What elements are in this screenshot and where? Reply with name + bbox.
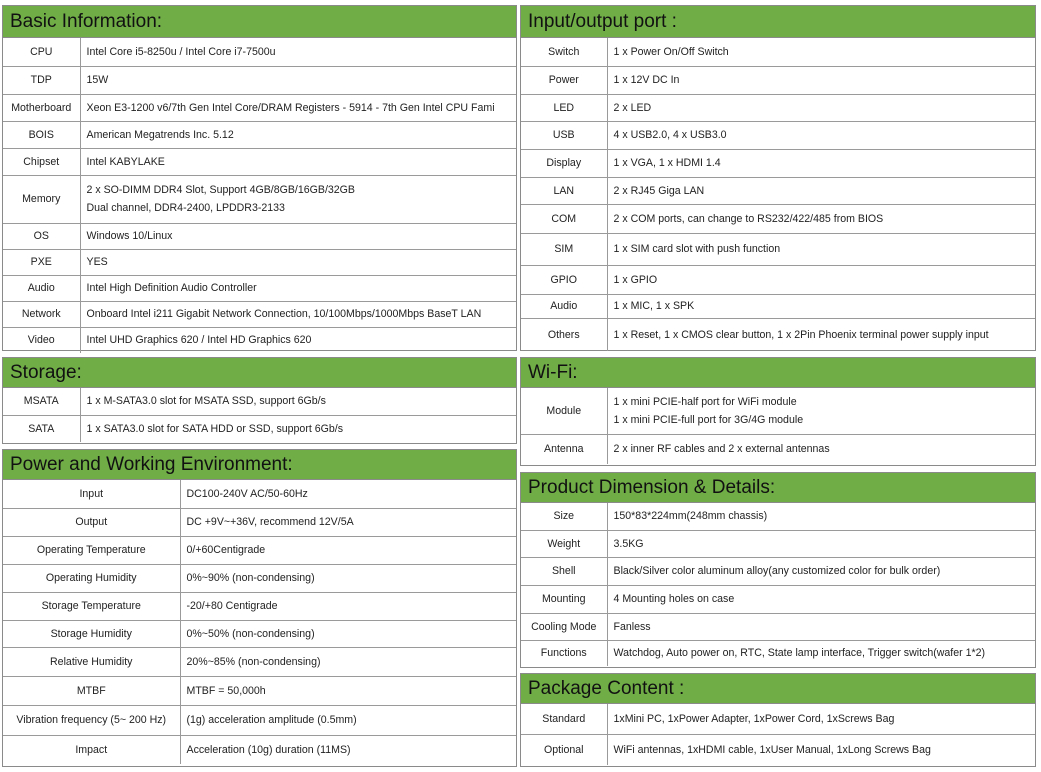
product-dimension-header	[521, 473, 1035, 503]
spec-label: Input	[3, 480, 180, 508]
spec-label: Relative Humidity	[3, 647, 180, 676]
table-row	[3, 676, 516, 705]
spec-value: American Megatrends Inc. 5.12	[80, 121, 516, 148]
io-port-section	[520, 5, 1036, 351]
spec-value: 20%~85% (non-condensing)	[180, 647, 516, 676]
spec-label: Storage Temperature	[3, 592, 180, 620]
table-row	[3, 735, 516, 764]
spec-value: Intel Core i5-8250u / Intel Core i7-7500u	[86, 45, 276, 58]
table-row	[3, 480, 516, 508]
table-row	[521, 233, 1035, 265]
spec-value: 4 Mounting holes on case	[607, 585, 1035, 613]
spec-label: OS	[3, 223, 80, 249]
spec-label: Vibration frequency (5~ 200 Hz)	[3, 705, 180, 735]
spec-label: TDP	[3, 66, 80, 94]
section-title: Input/output port :	[528, 10, 677, 32]
spec-value: 1 x GPIO	[607, 265, 1035, 294]
table-row	[521, 734, 1035, 765]
spec-value: 4 x USB2.0, 4 x USB3.0	[607, 121, 1035, 149]
spec-label: MTBF	[3, 676, 180, 705]
spec-value-line: 2 x SO-DIMM DDR4 Slot, Support 4GB/8GB/16GB/32GB	[86, 184, 355, 196]
table-row	[521, 613, 1035, 640]
spec-label: Chipset	[3, 148, 80, 175]
spec-value: 1 x SATA3.0 slot for SATA HDD or SSD, support 6Gb/s	[80, 415, 516, 442]
io-port-header	[521, 6, 1035, 38]
spec-label: Network	[3, 301, 80, 327]
table-row	[3, 94, 516, 121]
spec-value: Onboard Intel i211 Gigabit Network Connection, 10/100Mbps/1000Mbps BaseT LAN	[80, 301, 516, 327]
spec-label: PXE	[3, 249, 80, 275]
spec-value: YES	[80, 249, 516, 275]
wifi-section	[520, 357, 1036, 466]
table-row	[3, 38, 516, 66]
wifi-table	[521, 388, 1035, 464]
spec-value: Intel High Definition Audio Controller	[80, 275, 516, 301]
storage-section	[2, 357, 517, 444]
spec-label: Cooling Mode	[521, 613, 607, 640]
spec-value: 15W	[80, 66, 516, 94]
table-row	[521, 294, 1035, 318]
spec-value	[80, 175, 516, 223]
table-row	[521, 434, 1035, 464]
table-row	[521, 265, 1035, 294]
table-row	[521, 557, 1035, 585]
spec-value: 2 x LED	[607, 94, 1035, 121]
spec-value: 1 x Power On/Off Switch	[613, 45, 729, 58]
spec-label: USB	[521, 121, 607, 149]
spec-value: 1 x VGA, 1 x HDMI 1.4	[607, 149, 1035, 177]
spec-value: 1 x MIC, 1 x SPK	[607, 294, 1035, 318]
table-row	[521, 530, 1035, 557]
spec-label: Storage Humidity	[3, 620, 180, 647]
power-environment-section	[2, 449, 517, 767]
spec-label: Switch	[521, 38, 607, 66]
spec-value-line: 1 x mini PCIE-half port for WiFi module	[613, 395, 797, 408]
table-row	[521, 38, 1035, 66]
spec-label: LED	[521, 94, 607, 121]
table-row	[3, 620, 516, 647]
spec-value: 1 x Reset, 1 x CMOS clear button, 1 x 2Pin Phoenix terminal power supply input	[607, 318, 1035, 351]
table-row	[521, 66, 1035, 94]
spec-label: Operating Temperature	[3, 536, 180, 564]
spec-label: COM	[521, 204, 607, 233]
table-row	[521, 94, 1035, 121]
storage-header	[3, 358, 516, 388]
section-title: Storage:	[10, 361, 82, 383]
package-content-header	[521, 674, 1035, 704]
spec-value: 0%~90% (non-condensing)	[180, 564, 516, 592]
storage-table	[3, 388, 516, 442]
table-row	[521, 149, 1035, 177]
spec-value: Windows 10/Linux	[80, 223, 516, 249]
table-row	[521, 388, 1035, 434]
spec-label: Module	[521, 388, 607, 434]
basic-information-section	[2, 5, 517, 351]
basic-information-table	[3, 38, 516, 353]
spec-label: GPIO	[521, 265, 607, 294]
spec-value: -20/+80 Centigrade	[180, 592, 516, 620]
product-dimension-section	[520, 472, 1036, 668]
spec-label: BOIS	[3, 121, 80, 148]
spec-label: Standard	[521, 704, 607, 734]
table-row	[3, 66, 516, 94]
table-row	[3, 301, 516, 327]
spec-label: Optional	[521, 734, 607, 765]
spec-value: MTBF = 50,000h	[180, 676, 516, 705]
spec-value: DC100-240V AC/50-60Hz	[186, 487, 308, 500]
section-title: Wi-Fi:	[528, 361, 578, 383]
table-row	[3, 536, 516, 564]
spec-value: Intel KABYLAKE	[80, 148, 516, 175]
spec-value: 150*83*224mm(248mm chassis)	[613, 510, 768, 523]
spec-label: Memory	[3, 175, 80, 223]
spec-value-line: Dual channel, DDR4-2400, LPDDR3-2133	[86, 202, 285, 214]
spec-label: Weight	[521, 530, 607, 557]
spec-value: Intel UHD Graphics 620 / Intel HD Graphics 620	[80, 327, 516, 353]
table-row	[3, 564, 516, 592]
spec-label: MSATA	[3, 388, 80, 415]
table-row	[3, 705, 516, 735]
spec-label: Impact	[3, 735, 180, 764]
spec-label: Motherboard	[3, 94, 80, 121]
product-dimension-table	[521, 503, 1035, 666]
spec-label: Antenna	[521, 434, 607, 464]
spec-value: DC +9V~+36V, recommend 12V/5A	[180, 508, 516, 536]
wifi-header	[521, 358, 1035, 388]
spec-value: 2 x RJ45 Giga LAN	[607, 177, 1035, 204]
spec-label: Video	[3, 327, 80, 353]
spec-label: CPU	[3, 38, 80, 66]
spec-value: 0/+60Centigrade	[180, 536, 516, 564]
table-row	[3, 121, 516, 148]
table-row	[521, 640, 1035, 666]
spec-value: 2 x COM ports, can change to RS232/422/485 from BIOS	[607, 204, 1035, 233]
table-row	[3, 275, 516, 301]
power-environment-header	[3, 450, 516, 480]
table-row	[3, 175, 516, 223]
table-row	[521, 585, 1035, 613]
section-title: Power and Working Environment:	[10, 453, 293, 475]
spec-label: Audio	[3, 275, 80, 301]
table-row	[3, 327, 516, 353]
table-row	[3, 592, 516, 620]
table-row	[521, 704, 1035, 734]
spec-value: 0%~50% (non-condensing)	[180, 620, 516, 647]
spec-value: 1xMini PC, 1xPower Adapter, 1xPower Cord, 1xScrews Bag	[613, 712, 895, 725]
spec-value: 3.5KG	[607, 530, 1035, 557]
spec-value: 2 x inner RF cables and 2 x external antennas	[607, 434, 1035, 464]
spec-value-line: 1 x mini PCIE-full port for 3G/4G module	[613, 413, 804, 426]
spec-label: Display	[521, 149, 607, 177]
package-content-section	[520, 673, 1036, 767]
spec-value: Black/Silver color aluminum alloy(any customized color for bulk order)	[607, 557, 1035, 585]
table-row	[521, 503, 1035, 530]
spec-label: Shell	[521, 557, 607, 585]
table-row	[3, 388, 516, 415]
table-row	[3, 223, 516, 249]
spec-value: WiFi antennas, 1xHDMI cable, 1xUser Manual, 1xLong Screws Bag	[607, 734, 1035, 765]
spec-label: Functions	[521, 640, 607, 666]
spec-value: 1 x SIM card slot with push function	[607, 233, 1035, 265]
table-row	[521, 204, 1035, 233]
spec-value: Fanless	[607, 613, 1035, 640]
spec-label: Size	[521, 503, 607, 530]
basic-information-header	[3, 6, 516, 38]
spec-value: 1 x M-SATA3.0 slot for MSATA SSD, support 6Gb/s	[86, 395, 326, 408]
spec-label: Output	[3, 508, 180, 536]
section-title: Package Content :	[528, 677, 685, 699]
table-row	[521, 318, 1035, 351]
spec-label: Mounting	[521, 585, 607, 613]
spec-value: Watchdog, Auto power on, RTC, State lamp interface, Trigger switch(wafer 1*2)	[607, 640, 1035, 666]
spec-value	[607, 388, 1035, 434]
table-row	[3, 148, 516, 175]
table-row	[521, 121, 1035, 149]
spec-value: (1g) acceleration amplitude (0.5mm)	[180, 705, 516, 735]
spec-label: LAN	[521, 177, 607, 204]
spec-value: 1 x 12V DC In	[607, 66, 1035, 94]
spec-label: Others	[521, 318, 607, 351]
package-content-table	[521, 704, 1035, 765]
table-row	[3, 508, 516, 536]
spec-value: Acceleration (10g) duration (11MS)	[180, 735, 516, 764]
spec-label: Audio	[521, 294, 607, 318]
spec-label: Operating Humidity	[3, 564, 180, 592]
spec-label: Power	[521, 66, 607, 94]
spec-label: SIM	[521, 233, 607, 265]
table-row	[3, 249, 516, 275]
power-environment-table	[3, 480, 516, 764]
section-title: Product Dimension & Details:	[528, 476, 776, 498]
table-row	[3, 415, 516, 442]
io-port-table	[521, 38, 1035, 351]
table-row	[521, 177, 1035, 204]
spec-label: SATA	[3, 415, 80, 442]
section-title: Basic Information:	[10, 10, 163, 32]
table-row	[3, 647, 516, 676]
spec-value: Xeon E3-1200 v6/7th Gen Intel Core/DRAM Registers - 5914 - 7th Gen Intel CPU Fami	[80, 94, 516, 121]
